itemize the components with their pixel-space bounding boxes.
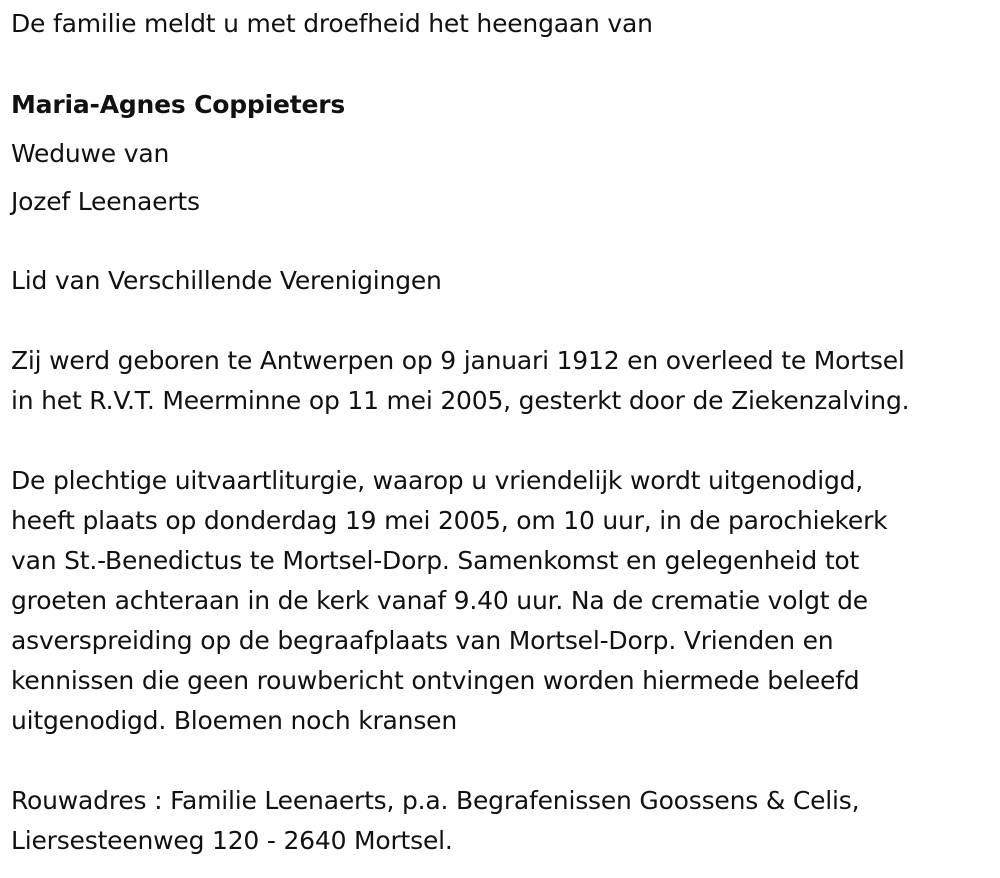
- funeral-line-3: van St.-Benedictus te Mortsel-Dorp. Samenkomst en gelegenheid tot: [11, 546, 860, 575]
- deceased-name: Maria-Agnes Coppieters: [11, 90, 346, 119]
- birth-death-line-2: in het R.V.T. Meerminne op 11 mei 2005, gesterkt door de Ziekenzalving.: [11, 386, 910, 415]
- intro-line: De familie meldt u met droefheid het heengaan van: [11, 9, 653, 38]
- funeral-line-6: kennissen die geen rouwbericht ontvingen worden hiermede beleefd: [11, 666, 860, 695]
- widow-label: Weduwe van: [11, 139, 170, 168]
- funeral-line-4: groeten achteraan in de kerk vanaf 9.40 uur. Na de crematie volgt de: [11, 586, 868, 615]
- funeral-line-2: heeft plaats op donderdag 19 mei 2005, om 10 uur, in de parochiekerk: [11, 506, 888, 535]
- funeral-line-5: asverspreiding op de begraafplaats van Mortsel-Dorp. Vrienden en: [11, 626, 834, 655]
- funeral-line-1: De plechtige uitvaartliturgie, waarop u vriendelijk wordt uitgenodigd,: [11, 466, 864, 495]
- spouse-name: Jozef Leenaerts: [11, 187, 200, 216]
- birth-death-line-1: Zij werd geboren te Antwerpen op 9 januari 1912 en overleed te Mortsel: [11, 346, 905, 375]
- address-line-1: Rouwadres : Familie Leenaerts, p.a. Begrafenissen Goossens & Celis,: [11, 786, 860, 815]
- membership-line: Lid van Verschillende Verenigingen: [11, 266, 442, 295]
- address-line-2: Liersesteenweg 120 - 2640 Mortsel.: [11, 826, 453, 855]
- funeral-line-7: uitgenodigd. Bloemen noch kransen: [11, 706, 457, 735]
